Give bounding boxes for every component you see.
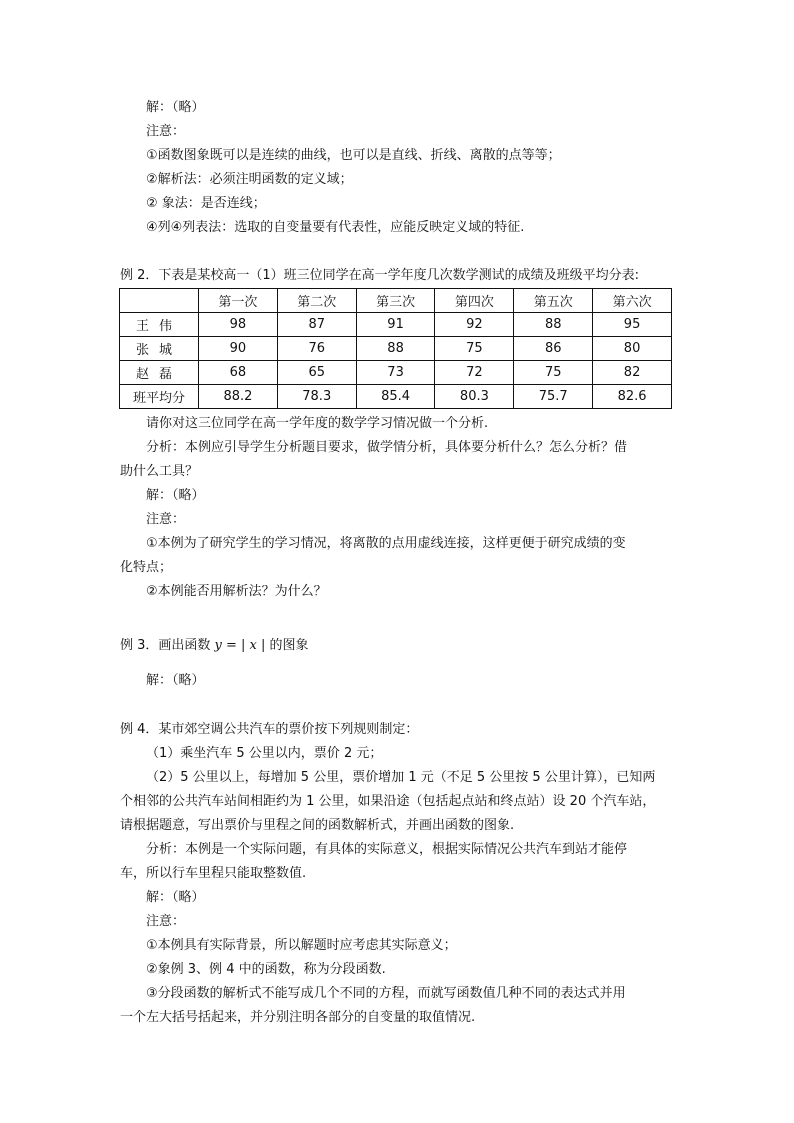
table-header-cell bbox=[120, 289, 199, 313]
score-table bbox=[119, 288, 672, 409]
analysis-text: 车，所以行车里程只能取整数值. bbox=[120, 866, 307, 881]
table-cell: 86 bbox=[514, 337, 593, 361]
table-cell: 78.3 bbox=[277, 385, 356, 409]
table-header-cell: 第一次 bbox=[199, 289, 278, 313]
table-cell: 75 bbox=[435, 337, 514, 361]
table-cell: 73 bbox=[356, 361, 435, 385]
table-cell: 80.3 bbox=[435, 385, 514, 409]
table-row bbox=[120, 313, 672, 337]
note-item: ①本例具有实际背景，所以解题时应考虑其实际意义； bbox=[146, 938, 457, 953]
note-item: ②解析法：必须注明函数的定义域； bbox=[146, 172, 353, 187]
note-item: ②本例能否用解析法？为什么？ bbox=[146, 584, 327, 599]
formula: y = | x | bbox=[214, 638, 266, 653]
table-cell: 75 bbox=[514, 361, 593, 385]
table-cell: 95 bbox=[593, 313, 672, 337]
example-2-title: 例 2．下表是某校高一（1）班三位同学在高一学年度几次数学测试的成绩及班级平均分表: bbox=[120, 268, 640, 283]
table-cell: 87 bbox=[277, 313, 356, 337]
student-name-cell: 王伟 bbox=[120, 313, 199, 337]
question-text: 请你对这三位同学在高一学年度的数学学习情况做一个分析. bbox=[146, 416, 489, 431]
table-cell: 82.6 bbox=[593, 385, 672, 409]
table-header-cell: 第四次 bbox=[435, 289, 514, 313]
table-row bbox=[120, 385, 672, 409]
table-cell: 88 bbox=[356, 337, 435, 361]
solution-text: 解：（略） bbox=[146, 890, 205, 905]
solution-text: 解：（略） bbox=[146, 673, 205, 688]
table-row bbox=[120, 361, 672, 385]
example-3-title bbox=[120, 636, 309, 656]
table-cell: 65 bbox=[277, 361, 356, 385]
note-item: 一个左大括号括起来，并分别注明各部分的自变量的取值情况. bbox=[120, 1010, 476, 1025]
table-cell: 82 bbox=[593, 361, 672, 385]
solution-text: 解：（略） bbox=[146, 488, 205, 503]
table-cell: 88.2 bbox=[199, 385, 278, 409]
analysis-text: 分析：本例应引导学生分析题目要求，做学情分析，具体要分析什么？怎么分析？借 bbox=[146, 440, 628, 455]
note-label: 注意： bbox=[146, 124, 186, 139]
table-header-cell: 第三次 bbox=[356, 289, 435, 313]
rule-text: 请根据题意，写出票价与里程之间的函数解析式，并画出函数的图象. bbox=[120, 818, 515, 833]
table-header-cell: 第六次 bbox=[593, 289, 672, 313]
note-item: ③分段函数的解析式不能写成几个不同的方程，而就写函数值几种不同的表达式并用 bbox=[146, 986, 626, 1001]
note-item: ④列④列表法：选取的自变量要有代表性，应能反映定义域的特征. bbox=[146, 220, 525, 235]
example-3-title-prefix: 例 3．画出函数 bbox=[120, 638, 215, 653]
table-cell: 98 bbox=[199, 313, 278, 337]
class-average-cell: 班平均分 bbox=[120, 385, 199, 409]
table-cell: 88 bbox=[514, 313, 593, 337]
note-item: ①函数图象既可以是连续的曲线，也可以是直线、折线、离散的点等等； bbox=[146, 148, 561, 163]
example-3-title-suffix: 的图象 bbox=[265, 638, 309, 653]
table-header-cell: 第五次 bbox=[514, 289, 593, 313]
analysis-text: 助什么工具？ bbox=[120, 464, 199, 479]
table-cell: 72 bbox=[435, 361, 514, 385]
note-item: ② 象法：是否连线； bbox=[146, 196, 266, 211]
solution-text: 解：（略） bbox=[146, 100, 205, 115]
table-cell: 90 bbox=[199, 337, 278, 361]
note-item: 化特点； bbox=[120, 560, 173, 575]
note-item: ②象例 3、例 4 中的函数，称为分段函数. bbox=[146, 962, 386, 977]
table-cell: 91 bbox=[356, 313, 435, 337]
table-cell: 80 bbox=[593, 337, 672, 361]
table-header-cell: 第二次 bbox=[277, 289, 356, 313]
table-cell: 92 bbox=[435, 313, 514, 337]
table-cell: 68 bbox=[199, 361, 278, 385]
note-label: 注意： bbox=[146, 914, 186, 929]
example-4-title: 例 4．某市郊空调公共汽车的票价按下列规则制定： bbox=[120, 722, 419, 737]
note-label: 注意： bbox=[146, 512, 186, 527]
table-row bbox=[120, 337, 672, 361]
student-name-cell: 张城 bbox=[120, 337, 199, 361]
table-cell: 76 bbox=[277, 337, 356, 361]
rule-text: （1）乘坐汽车 5 公里以内，票价 2 元； bbox=[146, 746, 383, 761]
table-cell: 75.7 bbox=[514, 385, 593, 409]
student-name-cell: 赵磊 bbox=[120, 361, 199, 385]
rule-text: 个相邻的公共汽车站间相距约为 1 公里，如果沿途（包括起点站和终点站）设 20 个汽车站， bbox=[120, 794, 656, 809]
note-item: ①本例为了研究学生的学习情况，将离散的点用虚线连接，这样更便于研究成绩的变 bbox=[146, 536, 626, 551]
table-header-row bbox=[120, 289, 672, 313]
table-cell: 85.4 bbox=[356, 385, 435, 409]
rule-text: （2）5 公里以上，每增加 5 公里，票价增加 1 元（不足 5 公里按 5 公里计算），已知两 bbox=[146, 770, 656, 785]
analysis-text: 分析：本例是一个实际问题，有具体的实际意义，根据实际情况公共汽车到站才能停 bbox=[146, 842, 628, 857]
